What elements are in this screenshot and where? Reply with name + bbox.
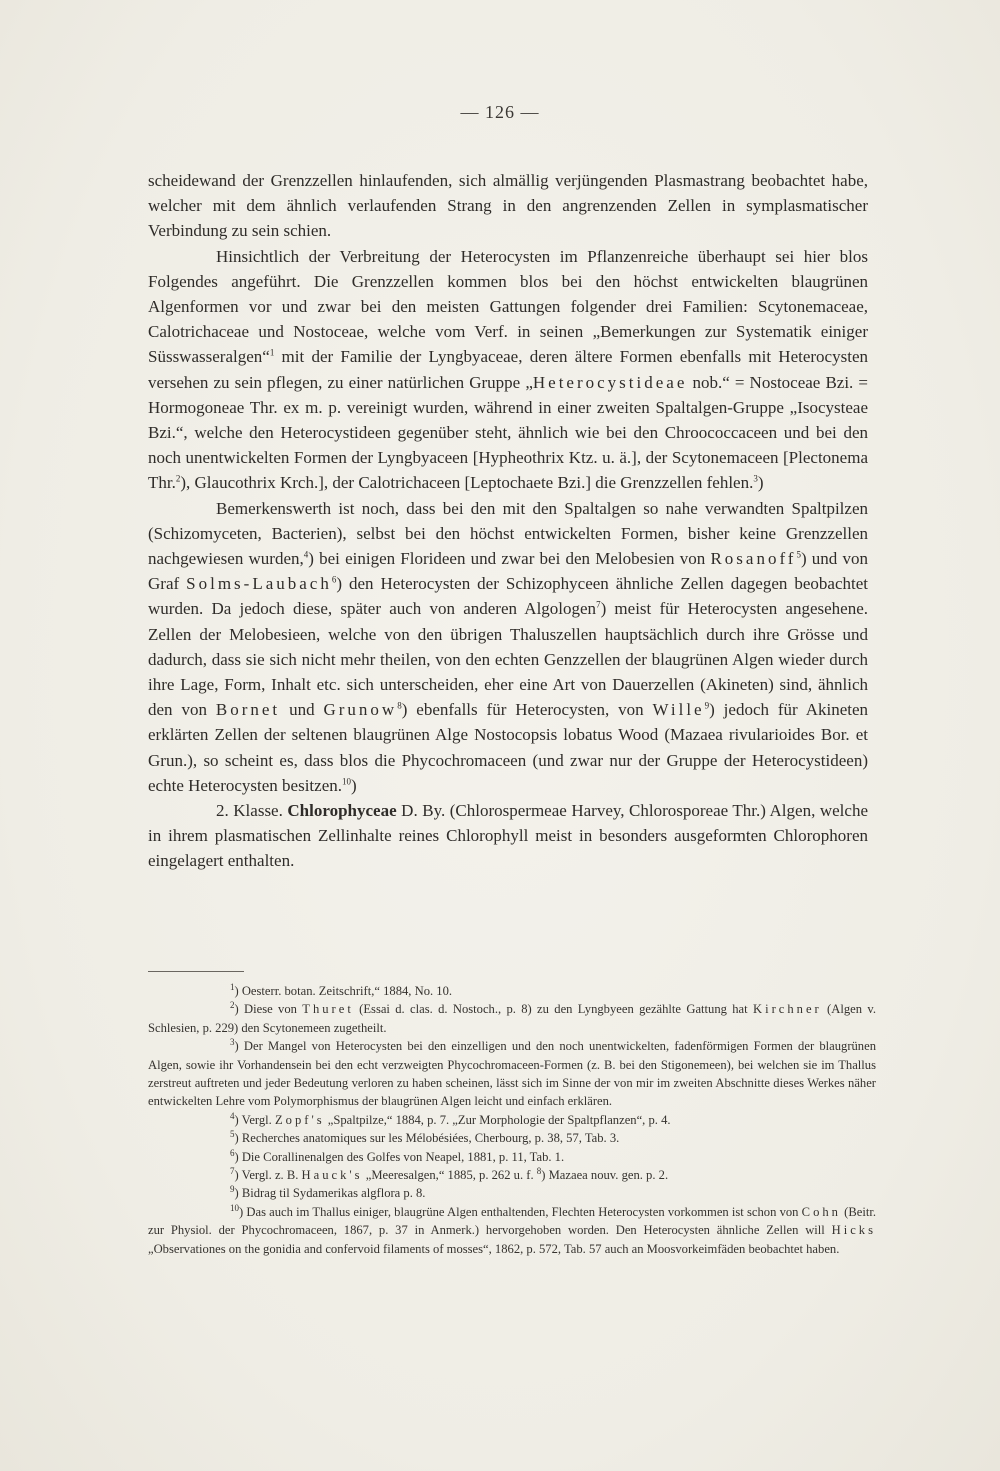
class-heading: Chlorophyceae: [287, 801, 397, 821]
text-run: ): [351, 775, 357, 795]
footnote-9: [148, 1184, 876, 1202]
footnote-ref: 10: [342, 776, 351, 787]
text-run: Bemerkenswerth ist noch, dass bei den mit den Spaltalgen so nahe verwandten Spaltpilzen (Schizomyceten, Bacterien), selbst bei den höchst entwickelten Formen, bisher keine Grenzzellen nachgewiesen wurden,: [148, 498, 868, 569]
text-run: ): [757, 473, 764, 493]
footnote-number: 2: [230, 1000, 235, 1011]
paragraph-heterocyst-distribution: [148, 244, 868, 496]
footnote-2: [148, 1000, 876, 1037]
author-name: Kirchner: [752, 1002, 822, 1017]
text-run: ) Bidrag til Sydamerikas algflora p. 8.: [234, 1186, 426, 1201]
footnote-number: 3: [230, 1037, 235, 1048]
author-name: Zopf's: [274, 1112, 325, 1127]
author-name: Bornet: [215, 700, 281, 720]
text-run: ) Vergl.: [234, 1112, 275, 1127]
text-run: 2. Klasse.: [216, 801, 288, 821]
page-number: — 126 —: [460, 102, 540, 122]
text-run: scheidewand der Grenzzellen hinlaufenden, sich almällig verjüngenden Plasmastrang beobachtet habe, welcher mit dem ähnlich verlaufenden Strang in den angrenzenden Zellen in symplasmatischer Verbindung zu sein schien.: [148, 171, 868, 241]
paragraph-spaltpilze: [148, 496, 868, 798]
author-name: Cohn: [801, 1204, 841, 1219]
text-run: ) meist für Heterocysten angesehene. Zellen der Melobesieen, welche von den übrigen Thaluszellen hauptsächlich durch ihre Grösse und dadurch, dass sie sich nicht mehr theilen, von den echten Genzzellen der blaugrünen Algen wieder durch ihre Lage, Form, Inhalt etc. sich unterscheiden, eher eine Art von Dauerzellen (Akineten) sind, ähnlich den von: [148, 599, 868, 720]
author-name: Grunow: [323, 700, 398, 720]
text-run: ) bei einigen Florideen und zwar bei den Melobesien von: [308, 549, 711, 569]
footnotes: [148, 982, 876, 1258]
footnote-3: [148, 1037, 876, 1111]
author-name: Solms-Laubach: [186, 574, 332, 594]
paragraph-chlorophyceae: [148, 798, 868, 874]
footnote-number: 6: [230, 1147, 235, 1158]
footnote-ref: 1: [269, 347, 275, 358]
footnote-number: 9: [230, 1184, 235, 1195]
footnote-6: [148, 1148, 876, 1166]
footnote-ref: 9: [704, 700, 710, 711]
text-run: ) Diese von: [234, 1002, 303, 1017]
footnote-divider: [148, 971, 244, 972]
text-run: nob.“ = Nostoceae Bzi. = Hormogoneae Thr. ex m. p. vereinigt wurden, während in einer zweiten Spaltalgen-Gruppe „Isocysteae Bzi.“, welche den Heterocystideen gegenüber steht, ähnlich wie bei den Chroococcaceen und bei den noch unentwickelten Formen der Lyngbyaceen [Hypheothrix Ktz. u. ä.], der Scytonemaceen [Plectonema Thr.: [148, 372, 868, 493]
text-run: (Algen v. Schlesien, p. 229) den Scytonemeen zugetheilt.: [148, 1002, 876, 1035]
footnote-ref: 3: [753, 473, 758, 484]
text-run: mit der Familie der Lyngbyaceae, deren ältere Formen ebenfalls mit Heterocysten versehen zu sein pflegen, zu einer natürlichen Gruppe „: [148, 347, 868, 392]
footnote-number: 10: [230, 1202, 239, 1213]
footnote-5: [148, 1129, 876, 1147]
footnote-ref: 5: [796, 549, 801, 560]
text-run: ) Das auch im Thallus einiger, blaugrüne Algen enthaltenden, Flechten Heterocysten vorkommen ist schon von: [239, 1204, 802, 1219]
footnote-7: [148, 1166, 876, 1184]
text-run: Hinsichtlich der Verbreitung der Heterocysten im Pflanzenreiche überhaupt sei hier blos Folgendes angeführt. Die Grenzzellen kommen blos bei den höchst entwickelten blaugrünen Algenformen vor und zwar bei den meisten Gattungen folgender drei Familien: Scytonemaceae, Calotrichaceae und Nostoceae, welche vom Verf. in seinen „Bemerkungen zur Systematik einiger Süsswasseralgen“: [148, 246, 868, 367]
footnote-1: [148, 982, 876, 1000]
text-run: (Essai d. clas. d. Nostoch., p. 8) zu den Lyngbyeen gezählte Gattung hat: [353, 1002, 753, 1017]
text-run: ) Vergl. z. B.: [234, 1168, 302, 1183]
text-run: ) Mazaea nouv. gen. p. 2.: [541, 1168, 669, 1183]
text-run: ) Oesterr. botan. Zeitschrift,“ 1884, No. 10.: [234, 984, 453, 998]
text-run: „Meeresalgen,“ 1885, p. 262 u. f.: [362, 1168, 537, 1183]
text-run: ) jedoch für Akineten erklärten Zellen der seltenen blaugrünen Alge Nostocopsis lobatus Wood (Mazaea rivularioides Bor. et Grun.), so scheint es, dass blos die Phycochromaceen (und zwar nur der Gruppe der Heterocystideen) echte Heterocysten besitzen.: [148, 700, 869, 795]
text-run: und: [280, 700, 324, 720]
text-run: ) und von Graf: [148, 549, 868, 594]
text-run: „Observationes on the gonidia and confervoid filaments of mosses“, 1862, p. 572, Tab. 57 auch an Moosvorkeimfäden beobachtet haben.: [148, 1241, 840, 1256]
text-run: ) Die Corallinenalgen des Golfes von Neapel, 1881, p. 11, Tab. 1.: [234, 1149, 565, 1164]
main-text: [148, 168, 868, 874]
footnote-number: 7: [230, 1165, 235, 1176]
author-name: Hicks: [831, 1223, 876, 1238]
text-run: (Beitr. zur Physiol. der Phycochromaceen, 1867, p. 37 in Anmerk.) hervorgehoben worden. Den Heterocysten ähnliche Zellen will: [148, 1204, 876, 1238]
text-run: D. By. (Chlorospermeae Harvey, Chlorosporeae Thr.) Algen, welche in ihrem plasmatischen Zellinhalte reines Chlorophyll meist in besonders ausgeformten Chlorophoren eingelagert enthalten.: [148, 801, 868, 871]
text-run: „Spaltpilze,“ 1884, p. 7. „Zur Morphologie der Spaltpflanzen“, p. 4.: [324, 1112, 671, 1127]
footnote-ref: 7: [596, 599, 601, 610]
footnote-number: 4: [230, 1110, 235, 1121]
author-name: Rosanoff: [710, 549, 797, 569]
text-run: ) Der Mangel von Heterocysten bei den einzelligen und den noch unentwickelten, fadenförmigen Formen der blaugrünen Algen, sowie ihr Vorhandensein bei den echt verzweigten Phycochromaceen-Formen (z. B. bei den Stigonemeen), bei welchen sie im Thallus zerstreut auftreten und jeder Bedeutung verloren zu haben scheinen, lässt sich im Sinne der von mir im zweiten Abschnitte dieses Werkes näher entwickelten Lehre vom Polymorphismus der blaugrünen Algen leicht und einfach erklären.: [148, 1039, 876, 1109]
paragraph-continuation: [148, 168, 868, 244]
footnote-number: 5: [230, 1129, 235, 1140]
text-run: ), Glaucothrix Krch.], der Calotrichaceen [Leptochaete Bzi.] die Grenzzellen fehlen.: [180, 473, 754, 493]
spaced-term: Heterocystideae: [532, 372, 688, 392]
footnote-ref: 6: [331, 574, 337, 585]
footnote-number: 1: [230, 981, 235, 992]
footnote-10: [148, 1203, 876, 1258]
text-run: ) Recherches anatomiques sur les Mélobésiées, Cherbourg, p. 38, 57, Tab. 3.: [234, 1131, 620, 1146]
author-name: Thuret: [302, 1002, 354, 1017]
author-name: Wille: [652, 700, 705, 720]
footnote-4: [148, 1111, 876, 1129]
footnote-ref: 2: [175, 473, 181, 484]
text-run: ) den Heterocysten der Schizophyceen ähnliche Zellen dagegen beobachtet wurden. Da jedoch diese, später auch von anderen Algologen: [148, 574, 868, 619]
footnote-number: 8: [536, 1165, 542, 1176]
text-run: ) ebenfalls für Heterocysten, von: [401, 700, 653, 720]
author-name: Hauck's: [301, 1168, 363, 1183]
footnote-ref: 8: [397, 700, 402, 711]
footnote-ref: 4: [303, 549, 309, 560]
